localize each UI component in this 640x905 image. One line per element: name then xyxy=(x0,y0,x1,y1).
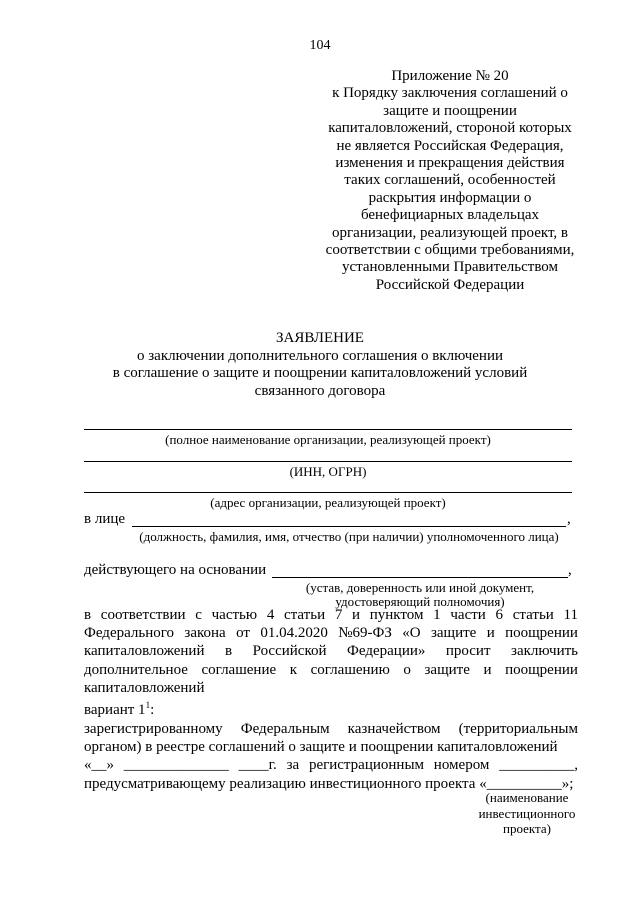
word: с xyxy=(195,607,202,623)
subtitle-line: о заключении дополнительного соглашения о включении xyxy=(137,347,503,364)
address-caption: (адрес организации, реализующей проект) xyxy=(210,495,446,510)
word: к xyxy=(289,661,298,678)
appendix-header xyxy=(300,68,600,294)
word: номером xyxy=(433,757,490,774)
caption-line: (наименование xyxy=(485,790,569,805)
appendix-line: организации, реализующей проект, в xyxy=(332,224,568,241)
paragraph-line: капиталовложений xyxy=(84,679,205,696)
word: (территориальным xyxy=(458,721,578,737)
main-paragraph xyxy=(84,606,578,697)
paragraph-line xyxy=(84,624,578,642)
paragraph-line xyxy=(84,661,578,679)
word: просит xyxy=(445,643,491,660)
word: дополнительное xyxy=(84,661,188,678)
subtitle-line: в соглашение о защите и поощрении капиталовложений условий xyxy=(112,365,528,381)
word: зарегистрированному xyxy=(84,721,223,737)
basis-label: действующего на основании xyxy=(84,562,267,578)
appendix-line: к Порядку заключения соглашений о xyxy=(332,85,568,102)
caption-line: проекта) xyxy=(503,821,551,836)
word: капиталовложений xyxy=(84,643,205,660)
word: Российской xyxy=(252,643,327,660)
word: Федерального xyxy=(84,625,175,642)
word: 4 xyxy=(266,607,275,623)
appendix-line: изменения и прекращения действия xyxy=(335,155,565,172)
word: заключить xyxy=(511,643,578,660)
basis-document-field-line[interactable] xyxy=(272,577,568,578)
date-month-blank[interactable]: ______________ xyxy=(123,757,229,774)
subtitle-line: связанного договора xyxy=(254,382,386,399)
word: о xyxy=(403,661,411,678)
word: и xyxy=(486,625,495,642)
comma: , xyxy=(567,511,571,527)
word: поощрении xyxy=(505,625,578,642)
address-field-line[interactable] xyxy=(84,492,572,493)
variant-text: вариант 1 xyxy=(84,702,146,718)
appendix-line: не является Российская Федерация, xyxy=(336,137,564,154)
word: в xyxy=(84,607,92,623)
variant-paragraph xyxy=(84,720,578,793)
caption-line: инвестиционного xyxy=(478,805,576,821)
word: «О xyxy=(402,625,421,642)
word: и xyxy=(352,607,361,623)
appendix-line: соответствии с общими требованиями, xyxy=(325,242,575,259)
paragraph-line xyxy=(84,606,578,624)
inn-ogrn-caption: (ИНН, ОГРН) xyxy=(289,464,367,479)
word: казначейством xyxy=(347,721,441,737)
word: защите xyxy=(424,661,470,678)
paragraph-line: органом) в реестре соглашений о защите и поощрении капиталовложений xyxy=(84,739,558,756)
document-title-block xyxy=(0,330,640,400)
variant-label xyxy=(84,700,154,719)
basis-caption-line: (устав, доверенность или иной документ, xyxy=(305,580,535,595)
authorized-person-field-line[interactable] xyxy=(132,526,566,527)
registration-number-blank[interactable]: __________, xyxy=(499,757,578,774)
word: соглашение xyxy=(201,661,277,678)
word: за xyxy=(286,757,300,774)
appendix-line: Приложение № 20 xyxy=(391,68,509,84)
appendix-line: установленными Правительством xyxy=(341,259,559,276)
appendix-line: бенефициарных владельцах xyxy=(360,207,540,224)
paragraph-line xyxy=(84,642,578,660)
word: в xyxy=(225,643,233,660)
org-name-caption: (полное наименование организации, реализующей проект) xyxy=(165,432,491,447)
word: статьи xyxy=(284,607,326,623)
appendix-line: раскрытия информации о xyxy=(368,189,532,206)
comma: , xyxy=(568,562,572,578)
word: Федерации» xyxy=(347,643,426,660)
appendix-line: капиталовложений, стороной которых xyxy=(328,120,572,137)
appendix-line: защите и поощрении xyxy=(383,102,517,119)
appendix-line: таких соглашений, особенностей xyxy=(344,172,556,189)
word: частью xyxy=(211,607,258,623)
word: поощрении xyxy=(505,661,578,678)
word: закона xyxy=(184,625,226,642)
basis-caption-line: удостоверяющий полномочия) xyxy=(335,594,505,609)
word: 6 xyxy=(495,607,504,623)
footnote-marker[interactable]: 1 xyxy=(145,700,151,710)
word: 1 xyxy=(433,607,441,623)
word: защите xyxy=(430,625,477,642)
paragraph-line xyxy=(84,756,578,774)
word: 01.04.2020 xyxy=(260,625,328,642)
word: от xyxy=(236,625,250,642)
paragraph-line: предусматривающему реализацию инвестиционного проекта «__________»; xyxy=(84,775,574,792)
appendix-line: Российской Федерации xyxy=(375,276,525,293)
inn-ogrn-field-line[interactable] xyxy=(84,461,572,462)
word: Федеральным xyxy=(240,721,330,737)
word: 7 xyxy=(334,607,343,623)
word: соответствии xyxy=(100,607,186,623)
word: части xyxy=(450,607,486,623)
word: №69-ФЗ xyxy=(338,625,392,642)
page-number: 104 xyxy=(309,38,331,53)
in-person-label: в лице xyxy=(84,511,126,527)
authorized-person-caption: (должность, фамилия, имя, отчество (при наличии) уполномоченного лица) xyxy=(139,529,559,544)
document-title: ЗАЯВЛЕНИЕ xyxy=(276,330,364,346)
word: статьи xyxy=(512,607,554,623)
date-year-blank[interactable]: ____г. xyxy=(238,757,277,774)
word: соглашению xyxy=(310,661,390,678)
org-name-field-line[interactable] xyxy=(84,429,572,430)
project-name-caption xyxy=(472,790,582,837)
word: пунктом xyxy=(369,607,424,623)
word: 11 xyxy=(563,607,578,623)
word: и xyxy=(483,661,492,678)
variant-colon: : xyxy=(150,702,155,718)
paragraph-line xyxy=(84,720,578,738)
date-day-blank[interactable]: «__» xyxy=(84,757,114,774)
word: регистрационным xyxy=(308,757,425,774)
